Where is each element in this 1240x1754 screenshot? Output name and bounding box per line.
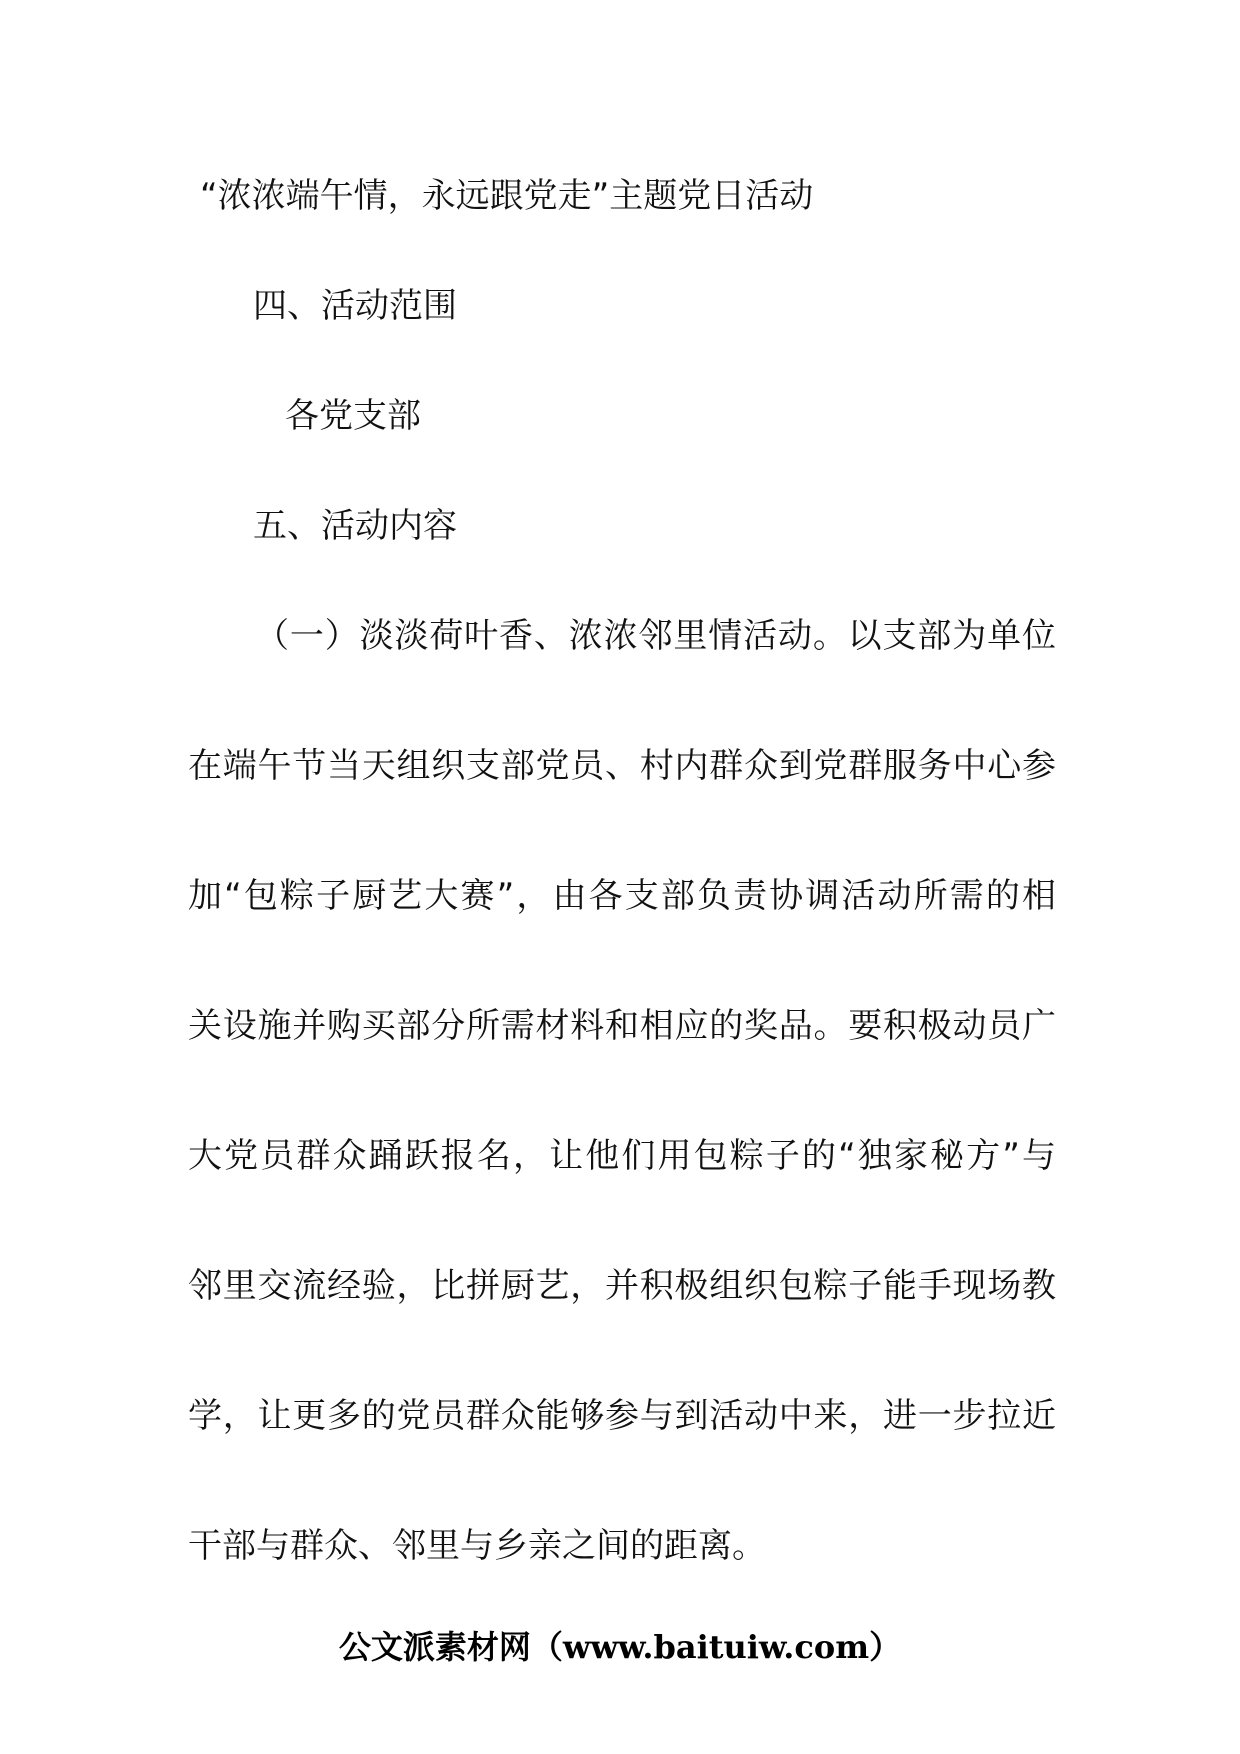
section-4-content: 各党支部 <box>285 396 421 436</box>
paragraph-line: 在端午节当天组织支部党员、村内群众到党群服务中心参 <box>188 746 1056 786</box>
paragraph-line: 加“包粽子厨艺大赛”，由各支部负责协调活动所需的相 <box>188 876 1056 916</box>
paragraph-line: （一）淡淡荷叶香、浓浓邻里情活动。以支部为单位 <box>255 616 1056 656</box>
theme-line: “浓浓端午情，永远跟党走”主题党日活动 <box>200 176 814 216</box>
footer-watermark: 公文派素材网（www.baituiw.com） <box>338 1628 902 1666</box>
paragraph-line: 大党员群众踊跃报名，让他们用包粽子的“独家秘方”与 <box>188 1136 1056 1176</box>
paragraph-line: 学，让更多的党员群众能够参与到活动中来，进一步拉近 <box>188 1396 1056 1436</box>
paragraph-line: 关设施并购买部分所需材料和相应的奖品。要积极动员广 <box>188 1006 1056 1046</box>
section-5-heading: 五、活动内容 <box>253 506 457 546</box>
section-4-heading: 四、活动范围 <box>253 286 457 326</box>
paragraph-line: 干部与群众、邻里与乡亲之间的距离。 <box>188 1526 766 1566</box>
paragraph-line: 邻里交流经验，比拼厨艺，并积极组织包粽子能手现场教 <box>188 1266 1056 1306</box>
